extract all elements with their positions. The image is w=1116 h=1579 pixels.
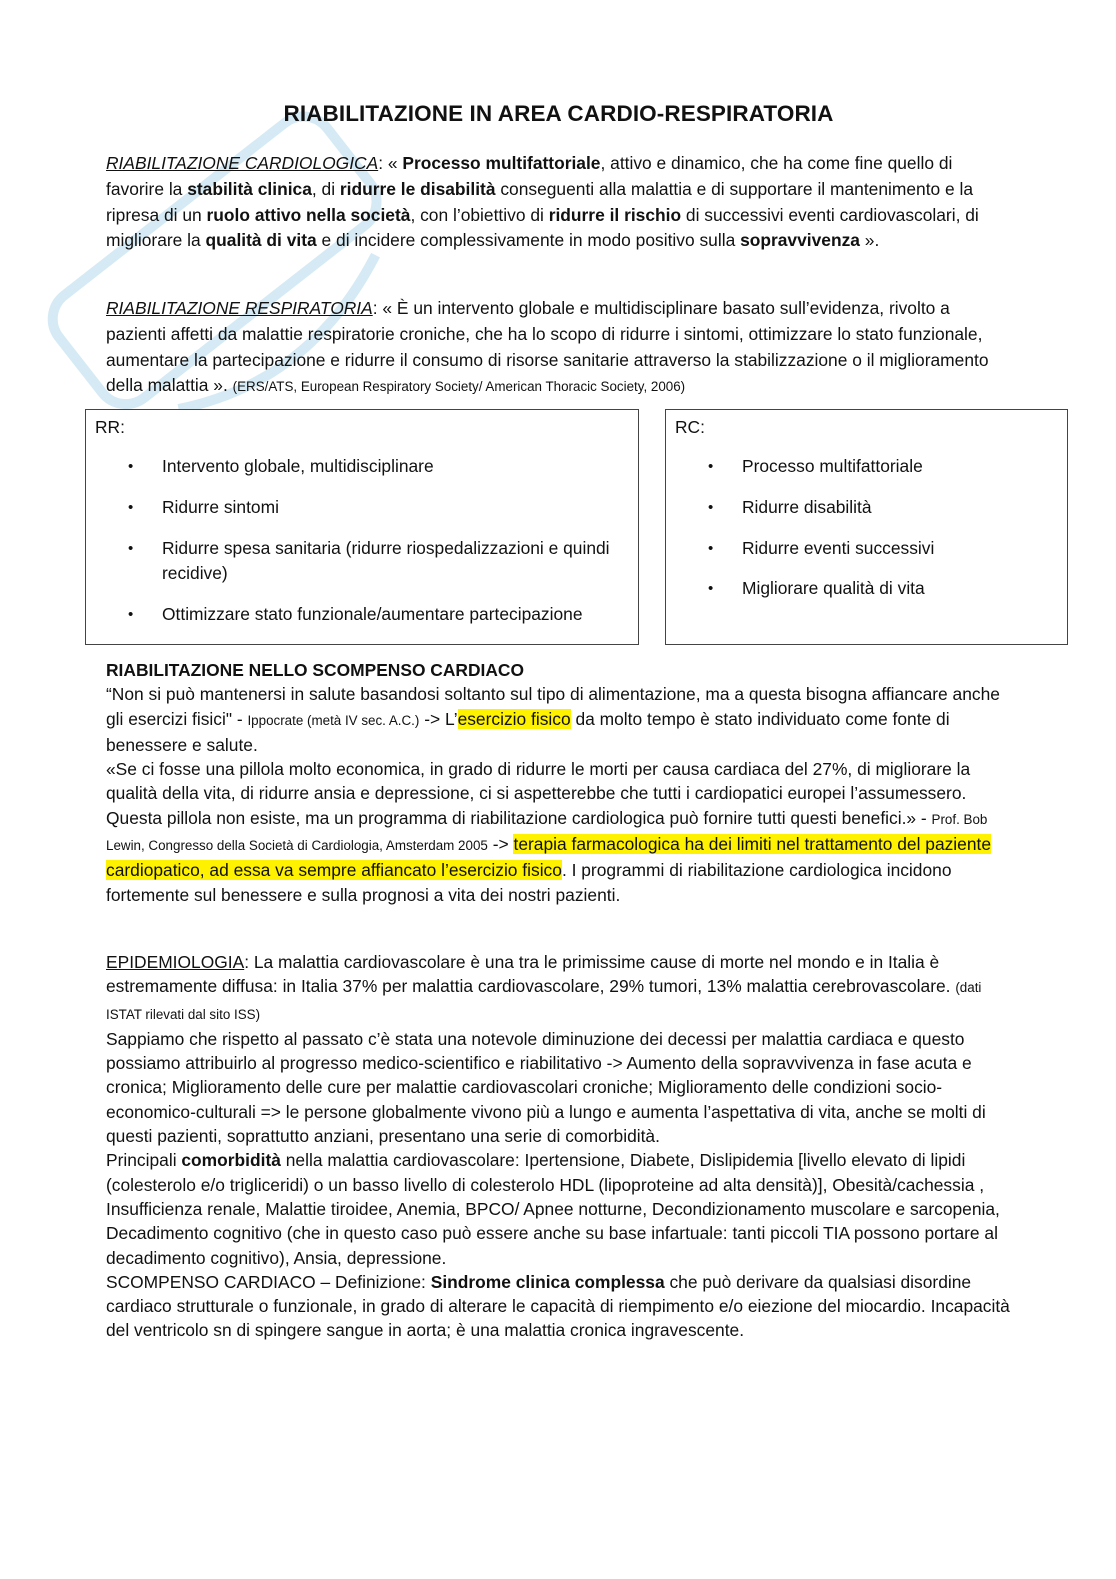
epidemio-para-4 [106, 1270, 1011, 1343]
scompenso-section [106, 658, 1011, 907]
box-rc-list [666, 454, 1067, 617]
epidemio-para-3 [106, 1148, 1011, 1269]
cardio-definition [106, 151, 1011, 254]
bullet-icon: • [128, 539, 134, 557]
text-run: conseguenti alla malattia e di supportare il mantenimento e la ripresa di un [106, 178, 974, 225]
text-run: : « [378, 153, 403, 173]
quote-source: Ippocrate (metà IV sec. A.C.) [247, 712, 420, 728]
box-rc [665, 409, 1068, 645]
scompenso-para-2 [106, 757, 1011, 907]
quote-source: Prof. Bob Lewin, Congresso della Società di Cardiologia, Amsterdam 2005 [106, 811, 988, 854]
list-item [86, 454, 638, 480]
epidemiologia-section [106, 950, 1011, 1343]
resp-label: RIABILITAZIONE RESPIRATORIA [106, 298, 373, 318]
text-run: . I programmi di riabilitazione cardiologica incidono fortemente sul benessere e sulla prognosi a vita dei nostri pazienti. [106, 860, 952, 905]
list-item [86, 602, 638, 628]
list-item-text: Processo multifattoriale [742, 456, 923, 476]
text-run: nella malattia cardiovascolare: Ipertensione, Diabete, Dislipidemia [livello elevato di lipidi (colesterolo e/o trigliceridi) o un basso livello di colesterolo HDL (lipoproteine ad alta densità)], Obesità/cachessia , Insufficienza renale, Malattie tiroidee, Anemia, BPCO/ Apnee notturne, Decondizionamento muscolare e sarcopenia, Decadimento cognitivo (che in questo caso può essere anche su base infartuale: tanti piccoli TIA possono portare al decadimento cognitivo), Ansia, depressione. [106, 1150, 1000, 1268]
bold-run: ruolo attivo nella società [206, 204, 411, 225]
bullet-icon: • [708, 539, 714, 557]
resp-definition [106, 296, 1011, 400]
quote-lewin: «Se ci fosse una pillola molto economica, in grado di ridurre le morti per causa cardiaca del 27%, di migliorare la qualità della vita, di ridurre ansia e depressione, ci si aspetterebbe che tutti i cardiopatici europei l’assumessero. Questa pillola non esiste, ma un programma di riabilitazione cardiologica può fornire tutti questi benefici.» - [106, 759, 971, 828]
text-run: -> L’ [419, 708, 458, 729]
cardio-label: RIABILITAZIONE CARDIOLOGICA [106, 153, 379, 173]
list-item [666, 495, 1067, 521]
epidemio-para-1 [106, 950, 1011, 1027]
text-run: , di [311, 178, 340, 199]
highlight-text: esercizio fisico [457, 708, 571, 729]
scompenso-heading: RIABILITAZIONE NELLO SCOMPENSO CARDIACO [106, 660, 525, 680]
box-rr-label: RR: [95, 417, 125, 437]
list-item-text: Ridurre eventi successivi [742, 537, 935, 558]
bold-run: sopravvivenza [740, 230, 860, 251]
text-run: di successivi eventi cardiovascolari, di migliorare la [106, 204, 979, 251]
scompenso-para-1 [106, 682, 1011, 757]
quote-ippocrate: “Non si può mantenersi in salute basandosi soltanto sul tipo di alimentazione, ma a questa bisogna affiancare anche gli esercizi fisici" - [106, 684, 1000, 729]
bold-run: stabilità clinica [187, 178, 312, 199]
text-run: : « È un intervento globale e multidisciplinare basato sull’evidenza, rivolto a pazienti affetti da malattie respiratorie croniche, che ha lo scopo di ridurre i sintomi, ottimizzare lo stato funzionale, aumentare la partecipazione e ridurre il consumo di risorse sanitarie attraverso la stabilizzazione o il miglioramento della malattia ». [106, 298, 989, 396]
highlight-text: terapia farmacologica ha dei limiti nel trattamento del paziente cardiopatico, ad essa va sempre affiancato l’esercizio fisico [106, 834, 992, 881]
bullet-icon: • [708, 580, 714, 598]
bullet-icon: • [128, 458, 134, 475]
list-item [666, 576, 1067, 602]
list-item-text: Ridurre disabilità [742, 496, 872, 517]
list-item-text: Migliorare qualità di vita [742, 578, 925, 599]
text-run: e di incidere complessivamente in modo positivo sulla [316, 230, 741, 251]
epidemio-label: EPIDEMIOLOGIA [106, 952, 245, 972]
text-run: , attivo e dinamico, che ha come fine quello di favorire la [106, 153, 953, 199]
list-item-text: Intervento globale, multidisciplinare [162, 456, 434, 476]
list-item [666, 454, 1067, 480]
list-item [666, 536, 1067, 562]
text-run: , con l’obiettivo di [410, 204, 549, 225]
list-item [86, 536, 638, 588]
bold-run: Sindrome clinica complessa [430, 1271, 665, 1292]
resp-source: (ERS/ATS, European Respiratory Society/ American Thoracic Society, 2006) [232, 379, 686, 395]
text-run: da molto tempo è stato individuato come fonte di benessere e salute. [106, 708, 950, 755]
box-rr [85, 409, 639, 645]
text-run: : La malattia cardiovascolare è una tra le primissime cause di morte nel mondo e in Italia è estremamente diffusa: in Italia 37% per malattia cardiovascolare, 29% tumori, 13% malattia cerebrovascolare. [106, 952, 956, 997]
list-item-text: Ridurre spesa sanitaria (ridurre riospedalizzazioni e quindi recidive) [162, 537, 610, 584]
list-item-text: Ottimizzare stato funzionale/aumentare partecipazione [162, 604, 583, 625]
box-rc-label: RC: [675, 417, 705, 437]
bold-run: comorbidità [181, 1150, 281, 1171]
text-run: -> [487, 834, 514, 855]
box-rr-list [86, 454, 638, 643]
bullet-icon: • [128, 606, 134, 624]
bold-run: ridurre le disabilità [339, 178, 496, 199]
text-run: ». [859, 230, 880, 251]
bullet-icon: • [708, 498, 714, 516]
text-run: che può derivare da qualsiasi disordine cardiaco strutturale o funzionale, in grado di alterare le capacità di riempimento e/o eiezione del miocardio. Incapacità del ventricolo sn di spingere sangue in aorta; è una malattia cronica ingravescente. [106, 1271, 1010, 1341]
epidemio-para-2: Sappiamo che rispetto al passato c’è stata una notevole diminuzione dei decessi per malattia cardiaca e questo possiamo attribuirlo al progresso medico-scientifico e riabilitativo -> Aumento della sopravvivenza in fase acuta e cronica; Miglioramento delle cure per malattie cardiovascolari croniche; Miglioramento delle condizioni socio-economico-culturali => le persone globalmente vivono più a lungo e aumenta l’aspettativa di vita, anche se molti di questi pazienti, soprattutto anziani, presentano una serie di comorbidità. [106, 1028, 986, 1147]
bullet-icon: • [128, 498, 134, 516]
bullet-icon: • [708, 458, 714, 475]
text-run: SCOMPENSO CARDIACO – Definizione: [106, 1271, 431, 1292]
document-title: RIABILITAZIONE IN AREA CARDIO-RESPIRATORIA [283, 101, 834, 126]
text-run: Principali [106, 1150, 182, 1171]
bold-run: qualità di vita [205, 230, 317, 251]
list-item-text: Ridurre sintomi [162, 496, 279, 517]
epidemio-source: (dati ISTAT rilevati dal sito ISS) [106, 980, 982, 1022]
bold-run: Processo multifattoriale [402, 153, 601, 173]
list-item [86, 495, 638, 521]
bold-run: ridurre il rischio [548, 204, 682, 225]
